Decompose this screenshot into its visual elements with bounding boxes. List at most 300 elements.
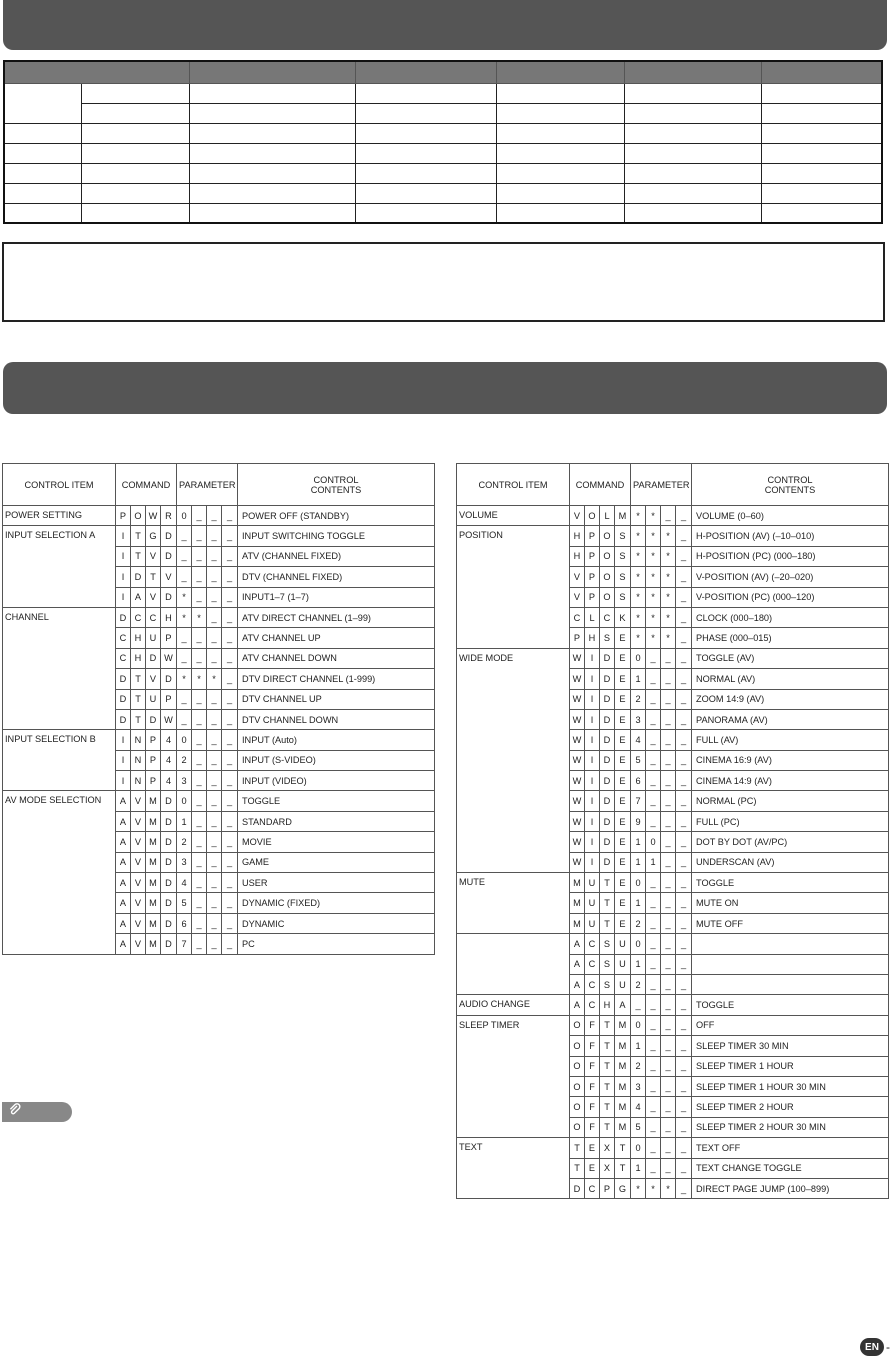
command-char: E [615, 913, 631, 933]
parameter-char: * [207, 669, 222, 689]
command-char: W [570, 648, 585, 668]
parameter-char: _ [646, 730, 661, 750]
control-item [457, 934, 570, 995]
parameter-char: * [631, 587, 646, 607]
parameter-char: _ [661, 648, 676, 668]
parameter-char: _ [222, 567, 238, 587]
command-char: X [600, 1158, 615, 1178]
parameter-char: _ [177, 628, 192, 648]
parameter-char: _ [192, 791, 207, 811]
parameter-char: _ [207, 811, 222, 831]
parameter-char: _ [222, 628, 238, 648]
command-char: D [600, 709, 615, 729]
command-char: O [131, 506, 146, 526]
parameter-char: _ [207, 628, 222, 648]
command-char: O [570, 1015, 585, 1035]
parameter-char: _ [661, 1015, 676, 1035]
parameter-char: _ [207, 832, 222, 852]
command-char: W [570, 791, 585, 811]
command-char: I [116, 730, 131, 750]
command-char: D [600, 811, 615, 831]
control-item: AV MODE SELECTION [3, 791, 116, 954]
parameter-char: 1 [631, 954, 646, 974]
control-contents: TEXT CHANGE TOGGLE [692, 1158, 889, 1178]
control-contents: H-POSITION (PC) (000–180) [692, 546, 889, 566]
control-contents: CINEMA 16:9 (AV) [692, 750, 889, 770]
command-char: T [146, 567, 161, 587]
parameter-char: _ [192, 852, 207, 872]
command-char: V [131, 873, 146, 893]
control-contents: V-POSITION (AV) (–20–020) [692, 567, 889, 587]
command-char: V [131, 852, 146, 872]
command-char: T [131, 526, 146, 546]
parameter-char: _ [207, 730, 222, 750]
command-char: I [585, 669, 600, 689]
command-char: D [161, 852, 177, 872]
parameter-char: _ [676, 873, 692, 893]
command-char: G [146, 526, 161, 546]
command-char: V [570, 587, 585, 607]
parameter-char: _ [192, 832, 207, 852]
header-control-contents: CONTROL CONTENTS [692, 464, 889, 506]
header-control-item: CONTROL ITEM [457, 464, 570, 506]
parameter-char: _ [222, 811, 238, 831]
command-char: F [585, 1056, 600, 1076]
command-char: P [146, 771, 161, 791]
command-char: O [570, 1117, 585, 1137]
command-char: T [131, 546, 146, 566]
command-char: O [570, 1076, 585, 1096]
command-char: T [600, 1076, 615, 1096]
command-char: C [131, 607, 146, 627]
parameter-char: _ [676, 1158, 692, 1178]
command-char: T [600, 873, 615, 893]
parameter-char: _ [661, 954, 676, 974]
control-contents: GAME [238, 852, 435, 872]
parameter-char: _ [676, 852, 692, 872]
command-char: D [161, 934, 177, 954]
parameter-char: _ [646, 669, 661, 689]
command-char: E [615, 750, 631, 770]
command-char: I [585, 730, 600, 750]
control-contents: MOVIE [238, 832, 435, 852]
control-contents: VOLUME (0–60) [692, 506, 889, 526]
command-char: D [146, 709, 161, 729]
command-char: D [131, 567, 146, 587]
command-char: O [600, 526, 615, 546]
parameter-char: _ [192, 709, 207, 729]
parameter-char: 9 [631, 811, 646, 831]
command-char: E [615, 852, 631, 872]
command-char: P [161, 628, 177, 648]
parameter-char: _ [661, 689, 676, 709]
command-char: D [161, 893, 177, 913]
parameter-char: 2 [631, 974, 646, 994]
command-char: V [131, 832, 146, 852]
control-contents: STANDARD [238, 811, 435, 831]
table-row [457, 1015, 889, 1035]
command-char: W [570, 689, 585, 709]
parameter-char: _ [676, 730, 692, 750]
command-char: V [146, 587, 161, 607]
parameter-char: * [631, 546, 646, 566]
table-row [457, 934, 889, 954]
parameter-char: _ [177, 546, 192, 566]
command-char: A [116, 852, 131, 872]
control-item: CHANNEL [3, 607, 116, 729]
parameter-char: _ [661, 893, 676, 913]
parameter-char: * [631, 567, 646, 587]
parameter-char: * [646, 1178, 661, 1198]
header-parameter: PARAMETER [177, 464, 238, 506]
parameter-char: _ [676, 1036, 692, 1056]
parameter-char: 2 [177, 750, 192, 770]
command-char: R [161, 506, 177, 526]
control-contents: ATV (CHANNEL FIXED) [238, 546, 435, 566]
control-contents: FULL (PC) [692, 811, 889, 831]
command-char: T [615, 1158, 631, 1178]
parameter-char: _ [646, 1097, 661, 1117]
parameter-char: 0 [631, 1015, 646, 1035]
parameter-char: _ [676, 648, 692, 668]
control-contents: NORMAL (PC) [692, 791, 889, 811]
parameter-char: 1 [646, 852, 661, 872]
parameter-char: 0 [631, 648, 646, 668]
command-char: W [146, 506, 161, 526]
parameter-char: _ [646, 1056, 661, 1076]
command-char: H [600, 995, 615, 1015]
command-char: S [600, 934, 615, 954]
parameter-char: _ [222, 873, 238, 893]
parameter-char: _ [676, 709, 692, 729]
control-contents: INPUT (S-VIDEO) [238, 750, 435, 770]
command-char: G [615, 1178, 631, 1198]
control-contents: DTV CHANNEL DOWN [238, 709, 435, 729]
control-contents: PHASE (000–015) [692, 628, 889, 648]
parameter-char: _ [646, 1158, 661, 1178]
table-row [4, 203, 882, 223]
parameter-char: _ [676, 974, 692, 994]
command-char: H [131, 628, 146, 648]
parameter-char: _ [207, 506, 222, 526]
parameter-char: * [631, 1178, 646, 1198]
parameter-char: _ [661, 730, 676, 750]
command-char: M [615, 506, 631, 526]
command-char: M [146, 811, 161, 831]
parameter-char: _ [207, 873, 222, 893]
parameter-char: * [646, 628, 661, 648]
command-char: 4 [161, 750, 177, 770]
parameter-char: 3 [177, 852, 192, 872]
control-item: POSITION [457, 526, 570, 648]
parameter-char: _ [207, 913, 222, 933]
command-char: F [585, 1117, 600, 1137]
parameter-char: _ [222, 689, 238, 709]
parameter-char: _ [661, 1138, 676, 1158]
parameter-char: 7 [631, 791, 646, 811]
command-char: C [116, 628, 131, 648]
command-char: I [116, 546, 131, 566]
command-char: 4 [161, 730, 177, 750]
control-item: INPUT SELECTION B [3, 730, 116, 791]
command-char: X [600, 1138, 615, 1158]
control-contents: OFF [692, 1015, 889, 1035]
table-row [4, 123, 882, 143]
parameter-char: _ [646, 1076, 661, 1096]
control-contents: DYNAMIC (FIXED) [238, 893, 435, 913]
command-char: O [570, 1097, 585, 1117]
parameter-char: _ [222, 832, 238, 852]
command-char: C [585, 1178, 600, 1198]
command-char: A [570, 995, 585, 1015]
command-char: P [146, 730, 161, 750]
command-char: N [131, 730, 146, 750]
parameter-char: _ [676, 954, 692, 974]
parameter-char: _ [676, 506, 692, 526]
command-char: E [585, 1158, 600, 1178]
control-contents: SLEEP TIMER 2 HOUR [692, 1097, 889, 1117]
parameter-char: _ [661, 913, 676, 933]
command-char: E [615, 893, 631, 913]
command-char: I [585, 648, 600, 668]
control-contents: SLEEP TIMER 1 HOUR [692, 1056, 889, 1076]
parameter-char: _ [207, 546, 222, 566]
command-char: U [585, 893, 600, 913]
control-contents: DTV DIRECT CHANNEL (1-999) [238, 669, 435, 689]
control-item: SLEEP TIMER [457, 1015, 570, 1137]
header-command: COMMAND [116, 464, 177, 506]
command-char: L [600, 506, 615, 526]
command-char: S [615, 587, 631, 607]
parameter-char: _ [207, 934, 222, 954]
command-char: M [146, 893, 161, 913]
control-contents: INPUT (VIDEO) [238, 771, 435, 791]
parameter-char: _ [676, 1056, 692, 1076]
command-char: D [161, 873, 177, 893]
parameter-char: _ [676, 832, 692, 852]
parameter-char: _ [207, 526, 222, 546]
command-char: D [600, 730, 615, 750]
command-char: E [615, 873, 631, 893]
command-char: M [146, 852, 161, 872]
parameter-char: _ [646, 1036, 661, 1056]
command-char: D [600, 771, 615, 791]
parameter-char: 1 [631, 1036, 646, 1056]
command-char: T [600, 893, 615, 913]
parameter-char: _ [661, 832, 676, 852]
command-char: V [146, 546, 161, 566]
parameter-char: _ [207, 587, 222, 607]
command-char: H [161, 607, 177, 627]
command-char: H [585, 628, 600, 648]
command-char: U [615, 954, 631, 974]
parameter-char: _ [222, 648, 238, 668]
parameter-char: _ [676, 811, 692, 831]
parameter-char: _ [222, 546, 238, 566]
parameter-char: _ [661, 506, 676, 526]
parameter-char: 0 [631, 1138, 646, 1158]
command-char: C [585, 974, 600, 994]
control-contents: DTV (CHANNEL FIXED) [238, 567, 435, 587]
command-char: S [600, 974, 615, 994]
command-char: S [615, 526, 631, 546]
command-char: T [600, 1036, 615, 1056]
parameter-char: 6 [631, 771, 646, 791]
table-row [3, 791, 435, 811]
command-char: T [570, 1138, 585, 1158]
command-char: O [600, 567, 615, 587]
command-char: N [131, 771, 146, 791]
command-char: H [570, 526, 585, 546]
command-char: D [600, 648, 615, 668]
parameter-char: _ [676, 1138, 692, 1158]
control-contents [692, 934, 889, 954]
parameter-char: _ [676, 526, 692, 546]
control-contents: DTV CHANNEL UP [238, 689, 435, 709]
control-contents: ATV DIRECT CHANNEL (1–99) [238, 607, 435, 627]
command-char: M [146, 873, 161, 893]
command-char: T [600, 1117, 615, 1137]
parameter-char: _ [676, 628, 692, 648]
parameter-char: _ [207, 893, 222, 913]
control-contents: V-POSITION (PC) (000–120) [692, 587, 889, 607]
control-item: TEXT [457, 1138, 570, 1199]
command-char: I [585, 689, 600, 709]
parameter-char: 5 [177, 893, 192, 913]
control-contents: INPUT SWITCHING TOGGLE [238, 526, 435, 546]
parameter-char: _ [661, 750, 676, 770]
command-char: C [600, 607, 615, 627]
command-char: U [146, 689, 161, 709]
parameter-char: _ [192, 526, 207, 546]
command-char: M [570, 873, 585, 893]
parameter-char: _ [207, 791, 222, 811]
command-char: S [600, 954, 615, 974]
command-char: M [615, 1076, 631, 1096]
command-char: W [161, 648, 177, 668]
control-contents: PANORAMA (AV) [692, 709, 889, 729]
command-char: D [161, 546, 177, 566]
command-char: M [146, 832, 161, 852]
parameter-char: _ [661, 974, 676, 994]
command-char: M [615, 1117, 631, 1137]
parameter-char: * [192, 669, 207, 689]
command-char: V [131, 893, 146, 913]
control-contents: TOGGLE [238, 791, 435, 811]
command-char: F [585, 1036, 600, 1056]
parameter-char: * [646, 506, 661, 526]
parameter-char: _ [646, 709, 661, 729]
parameter-char: _ [676, 546, 692, 566]
command-char: M [615, 1015, 631, 1035]
table-row [457, 1138, 889, 1158]
command-char: I [585, 811, 600, 831]
parameter-char: 2 [177, 832, 192, 852]
parameter-char: _ [646, 1138, 661, 1158]
command-char: A [116, 791, 131, 811]
parameter-char: _ [676, 893, 692, 913]
command-char: P [600, 1178, 615, 1198]
parameter-char: _ [646, 934, 661, 954]
parameter-char: 4 [631, 1097, 646, 1117]
parameter-char: _ [676, 587, 692, 607]
control-contents: DOT BY DOT (AV/PC) [692, 832, 889, 852]
control-contents: USER [238, 873, 435, 893]
parameter-char: _ [676, 750, 692, 770]
command-char: T [600, 1056, 615, 1076]
command-char: D [161, 669, 177, 689]
command-char: H [570, 546, 585, 566]
control-contents: SLEEP TIMER 1 HOUR 30 MIN [692, 1076, 889, 1096]
parameter-char: 4 [631, 730, 646, 750]
command-char: W [570, 852, 585, 872]
control-contents: ATV CHANNEL UP [238, 628, 435, 648]
parameter-char: 6 [177, 913, 192, 933]
parameter-char: 0 [646, 832, 661, 852]
parameter-char: * [661, 587, 676, 607]
command-char: S [600, 628, 615, 648]
command-char: S [615, 567, 631, 587]
parameter-char: 7 [177, 934, 192, 954]
command-char: D [161, 791, 177, 811]
command-char: A [615, 995, 631, 1015]
command-char: S [615, 546, 631, 566]
parameter-char: * [631, 628, 646, 648]
control-item: WIDE MODE [457, 648, 570, 872]
parameter-char: _ [207, 709, 222, 729]
table-row [457, 648, 889, 668]
command-char: C [570, 607, 585, 627]
parameter-char: _ [207, 689, 222, 709]
parameter-char: * [661, 1178, 676, 1198]
command-char: V [570, 567, 585, 587]
control-contents: TEXT OFF [692, 1138, 889, 1158]
command-char: D [600, 852, 615, 872]
command-char: A [570, 974, 585, 994]
control-contents: H-POSITION (AV) (–10–010) [692, 526, 889, 546]
command-char: N [131, 750, 146, 770]
parameter-char: * [631, 607, 646, 627]
table-row [457, 506, 889, 526]
control-item: INPUT SELECTION A [3, 526, 116, 608]
section-header-banner [3, 0, 887, 50]
parameter-char: _ [192, 546, 207, 566]
parameter-char: _ [676, 669, 692, 689]
parameter-char: _ [646, 893, 661, 913]
parameter-char: 3 [631, 1076, 646, 1096]
parameter-char: _ [661, 1158, 676, 1178]
command-char: M [146, 913, 161, 933]
command-char: D [116, 669, 131, 689]
paperclip-icon [8, 1103, 22, 1120]
control-contents: INPUT (Auto) [238, 730, 435, 750]
parameter-char: _ [192, 771, 207, 791]
control-contents: POWER OFF (STANDBY) [238, 506, 435, 526]
parameter-char: _ [177, 526, 192, 546]
command-char: H [131, 648, 146, 668]
parameter-char: _ [661, 771, 676, 791]
command-char: T [600, 913, 615, 933]
command-char: M [570, 913, 585, 933]
parameter-char: * [177, 669, 192, 689]
parameter-char: _ [646, 873, 661, 893]
parameter-char: 2 [631, 689, 646, 709]
parameter-char: _ [222, 730, 238, 750]
control-contents: DYNAMIC [238, 913, 435, 933]
parameter-char: _ [207, 852, 222, 872]
notice-box [2, 242, 885, 322]
control-contents: DIRECT PAGE JUMP (100–899) [692, 1178, 889, 1198]
